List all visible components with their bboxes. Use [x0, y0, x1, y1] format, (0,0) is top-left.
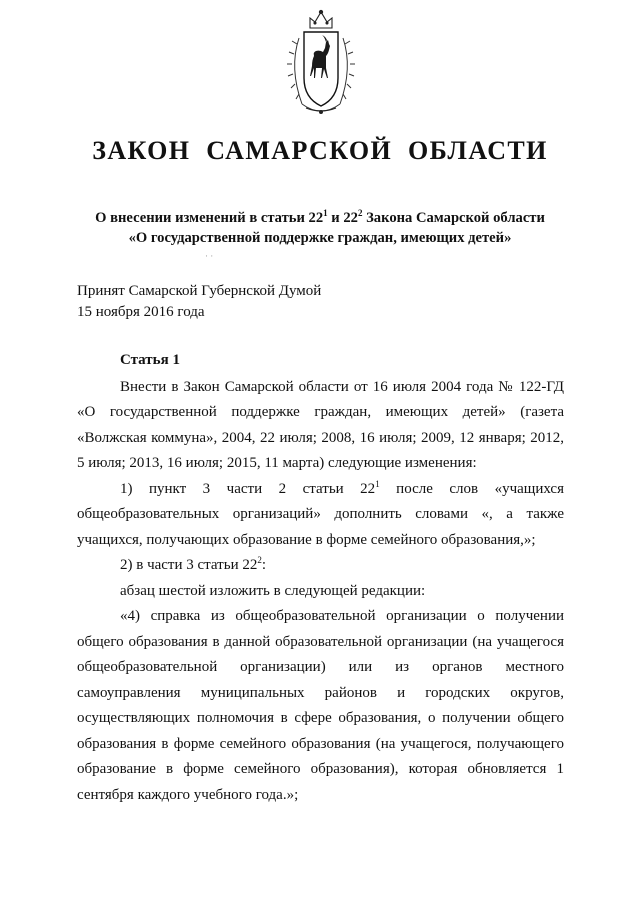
law-title: ЗАКОН САМАРСКОЙ ОБЛАСТИ [92, 136, 548, 165]
coat-of-arms-icon [286, 8, 356, 120]
article-abzac-line: абзац шестой изложить в следующей редакции: [120, 582, 426, 599]
subtitle-line-2: «О государственной поддержке граждан, имеющих детей» [128, 230, 512, 246]
article-item-1: 1) пункт 3 части 2 статьи $22^1$ после слов «учащихся общеобразовательных организаций» дополнить словами «, а также учащихся, получающих образование в форме семейного образования,»; [77, 478, 564, 548]
adoption-date: 15 ноября 2016 года [77, 304, 205, 320]
article-quote: «4) справка из общеобразовательной организации о получении общего образования в данной образовательной организации (на учащегося общеобразовательной организации) или из органов местного самоуправления муниципальных районов и городских округов, осуществляющих полномочия в сфере образования, о получении общего образования в форме семейного образования (на учащегося, получающего образование в форме семейного образования), которая обновляется 1 сентября каждого учебного года.»; [77, 608, 564, 803]
article-intro: Внести в Закон Самарской области от 16 июля 2004 года № 122-ГД «О государственной поддержке граждан, имеющих детей» (газета «Волжская коммуна», 2004, 22 июля; 2008, 16 июля; 2009, 12 января; 2012, 5 июля; 2013, 16 июля; 2015, 11 марта) следующие изменения: [77, 378, 564, 471]
adopted-by: Принят Самарской Губернской Думой [77, 283, 322, 299]
article-item-2: 2) в части 3 статьи $22^2$: [120, 555, 267, 573]
law-body [77, 348, 564, 808]
law-subtitle [60, 208, 580, 248]
adoption-info [77, 281, 321, 323]
subtitle-line-1: О внесении изменений в статьи $22^1$ и $22^2$ Закона Самарской области [95, 208, 545, 226]
article-heading: Статья 1 [120, 352, 180, 368]
